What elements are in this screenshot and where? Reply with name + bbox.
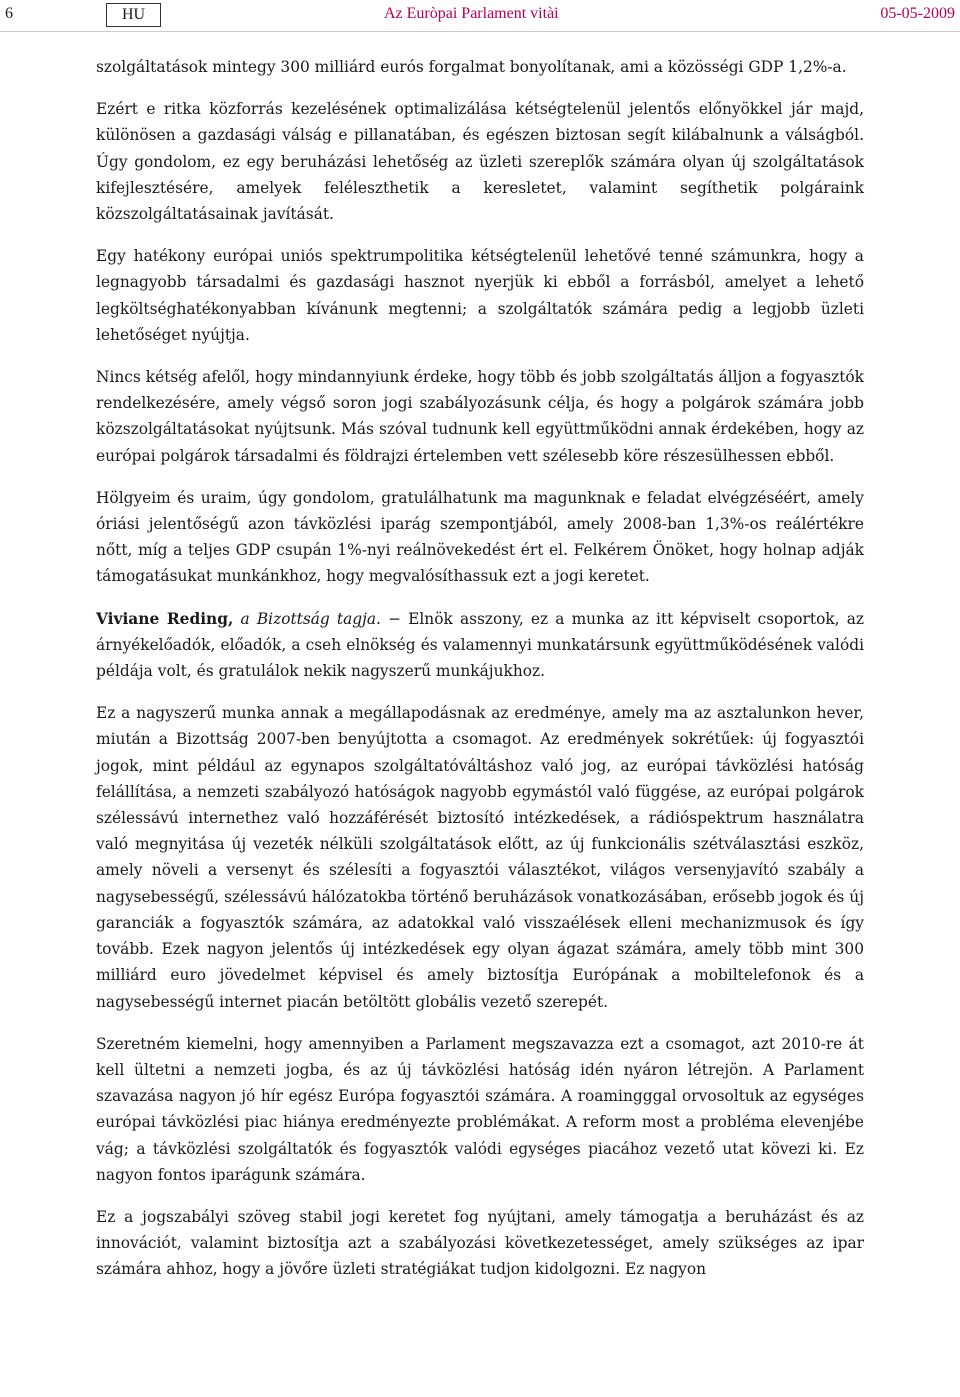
page-header <box>0 0 960 34</box>
speech-text: − Elnök asszony, ez a munka az itt képviselt csoportok, az árnyékelőadók, előadók, a cseh elnökség és valamennyi munkatársunk együttműködésének valódi példája volt, és gratulálok nekik nagyszerű munkájukhoz. <box>96 609 864 681</box>
paragraph-5: Hölgyeim és uraim, úgy gondolom, gratulálhatunk ma magunknak e feladat elvégzéséért, amely óriási jelentőségű azon távközlési iparág szempontjából, amely 2008-ban 1,3%-os reálértékre nőtt, míg a teljes GDP csupán 1%-nyi reálnövekedést ért el. Felkérem Önöket, hogy holnap adják támogatásukat munkánkhoz, hogy megvalósíthassuk ezt a jogi keretet. <box>96 488 864 586</box>
paragraph-1: szolgáltatások mintegy 300 milliárd eurós forgalmat bonyolítanak, ami a közösségi GDP 1,2%-a. <box>96 58 847 76</box>
document-body <box>96 54 864 1299</box>
paragraph-4: Nincs kétség afelől, hogy mindannyiunk érdeke, hogy több és jobb szolgáltatás álljon a fogyasztók rendelkezésére, amely végső soron jogi szabályozásunk célja, és hogy a polgárok számára jobb közszolgáltatásokat nyújtsunk. Más szóval tudnunk kell együttműködni annak érdekében, hogy az európai polgárok társadalmi és földrajzi értelemben vett szélesebb köre részesülhessen ebből. <box>96 368 864 465</box>
page-number: 6 <box>5 5 13 22</box>
document-title: Az Euròpai Parlament vitài <box>384 5 559 22</box>
paragraph-2: Ezért e ritka közforrás kezelésének optimalizálása kétségtelenül jelentős előnyökkel jár majd, különösen a gazdasági válság e pillanatában, és egészen biztosan segít kilábalnunk a válságból. Úgy gondolom, ez egy beruházási lehetőség az üzleti szereplők számára olyan új szolgáltatások kifejlesztésére, amelyek feléleszthetik a keresletet, valamint segíthetik polgáraink közszolgáltatásainak javítását. <box>96 100 864 224</box>
paragraph-9: Ez a jogszabályi szöveg stabil jogi keretet fog nyújtani, amely támogatja a beruházást és az innovációt, valamint biztosítja azt a szabályozási következetességet, amely szükséges az ipar számára ahhoz, hogy a jövőre üzleti stratégiákat tudjon kidolgozni. Ez nagyon <box>96 1207 864 1279</box>
language-badge: HU <box>106 3 161 27</box>
paragraph-8: Szeretném kiemelni, hogy amennyiben a Parlament megszavazza ezt a csomagot, azt 2010-re át kell ültetni a nemzeti jogba, és az új távközlési hatóság idén nyáron létrejön. A Parlament szavazása nagyon jó hír egész Európa fogyasztói számára. A roamingggal orvosoltuk az egységes európai távközlési piac hiánya eredményezte problémákat. A reform most a probléma elevenjébe vág; a távközlési szolgáltatók és fogyasztók valódi egységes piacához vezető utat kövezi ki. Ez nagyon fontos iparágunk számára. <box>96 1034 864 1184</box>
document-date: 05-05-2009 <box>880 5 955 22</box>
speaker-role: a Bizottság tagja. <box>240 609 381 628</box>
paragraph-7: Ez a nagyszerű munka annak a megállapodásnak az eredménye, amely ma az asztalunkon hever, miután a Bizottság 2007-ben benyújtotta a csomagot. Az eredmények sokrétűek: új fogyasztói jogok, mint például az egynapos szolgáltatóváltáshoz való jog, az európai távközlési hatóság felállítása, a nemzeti szabályozó hatóságok nagyobb egymástól való függése, az európai polgárok szélessávú internethez való hozzáférését biztosító intézkedések, a rádióspektrum használatra való megnyitása új vezeték nélküli szolgáltatások előtt, az új funkcionális szétválasztási eszköz, amely növeli a versenyt és szélesíti a fogyasztói választékot, világos versenyjavító szabály a nagysebességű, szélessávú hálózatokba történő beruházások vonatkozásában, erősebb jogok és új garanciák a fogyasztók számára, az adatokkal való visszaélések elleni mechanizmusok és így tovább. Ezek nagyon jelentős új intézkedések egy olyan ágazat számára, amely több mint 300 milliárd euro jövedelmet képvisel és amely biztosítja Európának a mobiltelefonok és a nagysebességű internet piacán betöltött globális vezető szerepét. <box>96 704 864 1011</box>
paragraph-3: Egy hatékony európai uniós spektrumpolitika kétségtelenül lehetővé tenné számunkra, hogy a legnagyobb társadalmi és gazdasági hasznot nyerjük ki ebből a forrásból, amelyet a lehető legköltséghatékonyabban kívánunk megtenni; a szolgáltatók számára pedig a legjobb üzleti lehetőséget nyújtja. <box>96 247 864 344</box>
speaker-name: Viviane Reding, <box>96 609 234 628</box>
header-divider <box>0 31 960 32</box>
paragraph-6 <box>96 606 864 685</box>
